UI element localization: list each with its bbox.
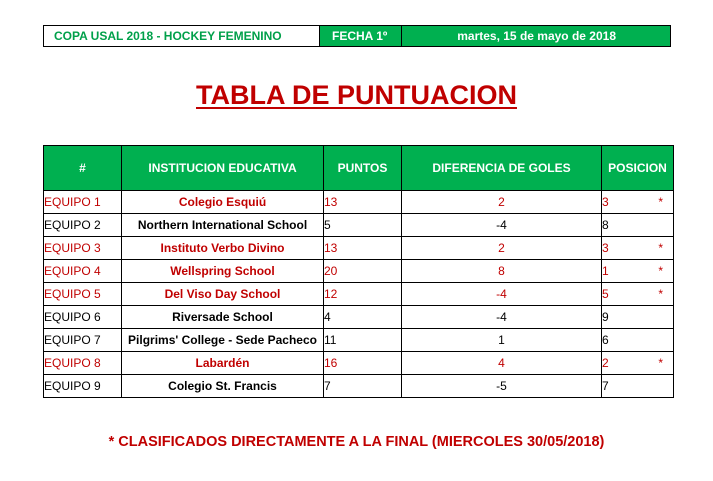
institution-cell: Wellspring School — [122, 260, 324, 283]
points-cell: 4 — [324, 306, 402, 329]
points-cell: 20 — [324, 260, 402, 283]
position-value: 3 — [602, 195, 609, 209]
institution-cell: Pilgrims' College - Sede Pacheco — [122, 329, 324, 352]
match-date: martes, 15 de mayo de 2018 — [402, 26, 670, 46]
qualified-marker: * — [658, 195, 663, 209]
goal-difference-cell: 4 — [402, 352, 602, 375]
goal-difference-cell: -4 — [402, 283, 602, 306]
table-row — [44, 375, 674, 398]
position-value: 2 — [602, 356, 609, 370]
team-cell: EQUIPO 7 — [44, 329, 122, 352]
qualified-marker: * — [658, 264, 663, 278]
column-header-position: POSICION — [602, 146, 674, 191]
table-row — [44, 237, 674, 260]
position-value: 5 — [602, 287, 609, 301]
team-cell: EQUIPO 9 — [44, 375, 122, 398]
table-row — [44, 306, 674, 329]
table-row — [44, 283, 674, 306]
team-cell: EQUIPO 3 — [44, 237, 122, 260]
institution-cell: Colegio St. Francis — [122, 375, 324, 398]
table-row — [44, 329, 674, 352]
table-row — [44, 214, 674, 237]
points-cell: 16 — [324, 352, 402, 375]
team-cell: EQUIPO 2 — [44, 214, 122, 237]
institution-cell: Riversade School — [122, 306, 324, 329]
table-header-row — [44, 146, 674, 191]
institution-cell: Labardén — [122, 352, 324, 375]
team-cell: EQUIPO 1 — [44, 191, 122, 214]
column-header-institution: INSTITUCION EDUCATIVA — [122, 146, 324, 191]
points-cell: 5 — [324, 214, 402, 237]
position-value: 6 — [602, 333, 609, 347]
table-row — [44, 191, 674, 214]
position-cell — [602, 214, 674, 237]
header-bar — [43, 25, 671, 47]
column-header-points: PUNTOS — [324, 146, 402, 191]
qualified-marker: * — [658, 356, 663, 370]
position-cell — [602, 283, 674, 306]
position-value: 7 — [602, 379, 609, 393]
points-cell: 13 — [324, 237, 402, 260]
page-title — [0, 80, 713, 111]
goal-difference-cell: 2 — [402, 237, 602, 260]
qualified-marker: * — [658, 287, 663, 301]
points-cell: 13 — [324, 191, 402, 214]
team-cell: EQUIPO 8 — [44, 352, 122, 375]
position-cell — [602, 375, 674, 398]
goal-difference-cell: 8 — [402, 260, 602, 283]
position-cell — [602, 237, 674, 260]
footnote: * CLASIFICADOS DIRECTAMENTE A LA FINAL (MIERCOLES 30/05/2018) — [108, 434, 605, 450]
points-cell: 7 — [324, 375, 402, 398]
table-row — [44, 352, 674, 375]
tournament-title: COPA USAL 2018 - HOCKEY FEMENINO — [44, 26, 320, 46]
team-cell: EQUIPO 5 — [44, 283, 122, 306]
institution-cell: Del Viso Day School — [122, 283, 324, 306]
points-cell: 12 — [324, 283, 402, 306]
position-cell — [602, 260, 674, 283]
position-value: 1 — [602, 264, 609, 278]
position-cell — [602, 329, 674, 352]
goal-difference-cell: 1 — [402, 329, 602, 352]
position-cell — [602, 352, 674, 375]
page-title-text: TABLA DE PUNTUACION — [196, 80, 517, 110]
round-label: FECHA 1º — [320, 26, 402, 46]
qualified-marker: * — [658, 241, 663, 255]
position-cell — [602, 306, 674, 329]
points-cell: 11 — [324, 329, 402, 352]
team-cell: EQUIPO 4 — [44, 260, 122, 283]
institution-cell: Colegio Esquiú — [122, 191, 324, 214]
goal-difference-cell: -4 — [402, 306, 602, 329]
goal-difference-cell: -4 — [402, 214, 602, 237]
table-row — [44, 260, 674, 283]
position-value: 8 — [602, 218, 609, 232]
column-header-goal-difference: DIFERENCIA DE GOLES — [402, 146, 602, 191]
institution-cell: Instituto Verbo Divino — [122, 237, 324, 260]
column-header-number: # — [44, 146, 122, 191]
position-value: 3 — [602, 241, 609, 255]
team-cell: EQUIPO 6 — [44, 306, 122, 329]
institution-cell: Northern International School — [122, 214, 324, 237]
goal-difference-cell: 2 — [402, 191, 602, 214]
goal-difference-cell: -5 — [402, 375, 602, 398]
score-table — [43, 145, 674, 398]
position-value: 9 — [602, 310, 609, 324]
position-cell — [602, 191, 674, 214]
